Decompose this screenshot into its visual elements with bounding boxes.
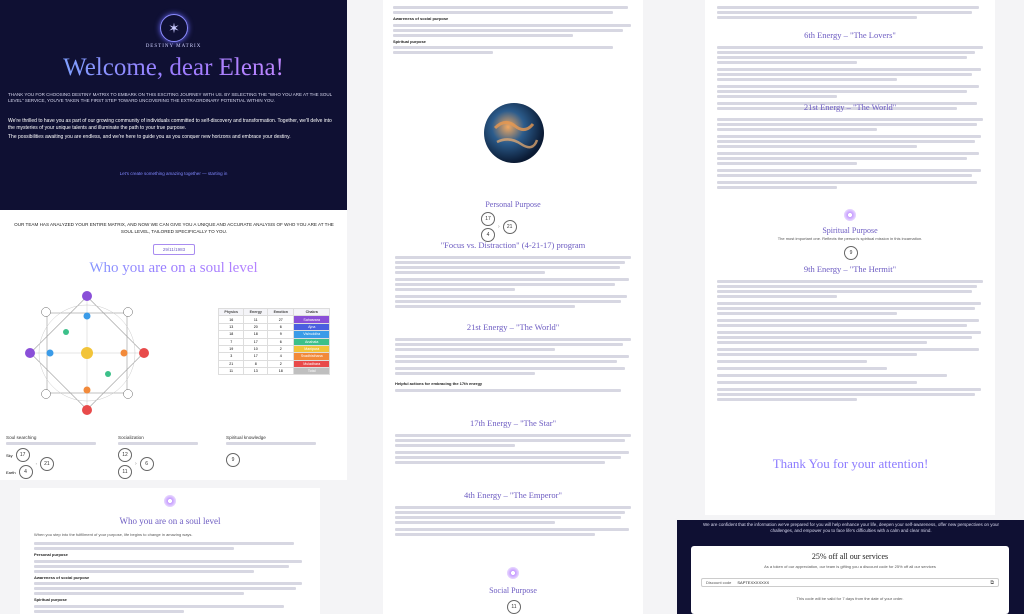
chakra-value-cell: 17 bbox=[244, 353, 268, 360]
chakra-row bbox=[219, 323, 330, 330]
discount-code-value: SAPTEXXXXXXX bbox=[737, 579, 770, 585]
chakra-row bbox=[219, 360, 330, 367]
social-purpose-value: 11 bbox=[507, 600, 521, 614]
earth-value: 4 bbox=[19, 465, 33, 479]
discount-title: 25% off all our services bbox=[811, 552, 889, 561]
copy-icon[interactable]: ⧉ bbox=[990, 579, 994, 586]
soul-searching-block: Soul searching Sky 17 Earth 4 › 21 bbox=[6, 435, 116, 479]
pp-earth: 4 bbox=[481, 228, 495, 242]
chakra-value-cell: 18 bbox=[244, 331, 268, 338]
energy-17-title: 17th Energy – "The Star" bbox=[469, 418, 557, 428]
chakra-name-cell: Sahasrara bbox=[294, 316, 330, 323]
welcome-title: Welcome, dear Elena! bbox=[0, 54, 347, 82]
chakra-value-cell: 13 bbox=[219, 323, 244, 330]
thank-you-title: Thank You for your attention! bbox=[772, 456, 929, 471]
chakra-value-cell: 19 bbox=[219, 345, 244, 352]
chakra-value-cell: 11 bbox=[244, 316, 268, 323]
chakra-value-cell: 8 bbox=[244, 360, 268, 367]
chakra-value-cell: 11 bbox=[219, 368, 244, 375]
spiritual-knowledge-label: Spiritual knowledge bbox=[226, 435, 266, 440]
welcome-intro: THANK YOU FOR CHOOSING DESTINY MATRIX TO EMBARK ON THIS EXCITING JOURNEY WITH US. BY SELECTING THE "WHO YOU ARE AT THE SOUL LEVEL" SERVICE, YOU'VE TAKEN THE FIRST STEP TOWARD UNCOVERING THE EXTRAORDINARY POTENTIAL WITHIN YOU. bbox=[8, 92, 332, 103]
sky-value: 17 bbox=[16, 448, 30, 462]
chakra-value-cell: 3 bbox=[219, 353, 244, 360]
soul-level-card bbox=[0, 480, 347, 614]
discount-code-field[interactable] bbox=[701, 578, 999, 587]
spiritual-purpose-note: The most important one. Reflects the person's spiritual mission in this incarnation. bbox=[777, 236, 923, 241]
chakra-header-energy: Energy bbox=[244, 309, 268, 316]
socialization-male: 12 bbox=[118, 448, 132, 462]
chakra-name-cell: Vishuddha bbox=[294, 331, 330, 338]
spiritual-knowledge-result: 9 bbox=[226, 453, 240, 467]
chakra-value-cell: 18 bbox=[219, 331, 244, 338]
chakra-value-cell: 13 bbox=[244, 368, 268, 375]
socialization-block: Socialization 12 11 › 6 bbox=[118, 435, 218, 479]
discount-subtitle: As a token of our appreciation, our team is gifting you a discount code for 25% off all our services bbox=[764, 564, 936, 569]
chakra-value-cell: 20 bbox=[244, 323, 268, 330]
sky-label: Sky bbox=[6, 452, 13, 458]
personal-purpose-values: 17 4 › 21 bbox=[481, 212, 517, 242]
soul-level-title: Who you are on a soul level bbox=[0, 260, 347, 277]
welcome-paragraph-2: The possibilities awaiting you are endless, and we're here to guide you as you conquer new horizons and embrace your destiny. bbox=[8, 134, 291, 140]
top-spiritual-label: Spiritual purpose bbox=[393, 38, 426, 44]
chakra-row bbox=[219, 353, 330, 360]
soul-searching-result: 21 bbox=[40, 457, 54, 471]
destiny-matrix-diagram bbox=[22, 288, 152, 418]
welcome-tagline: Let's create something amazing together — starting in bbox=[119, 171, 228, 176]
chakra-value-cell: 18 bbox=[268, 368, 294, 375]
energy-6-title: 6th Energy – "The Lovers" bbox=[804, 30, 896, 40]
chakra-value-cell: 4 bbox=[268, 353, 294, 360]
chakra-value-cell: 17 bbox=[244, 338, 268, 345]
chakra-name-cell: Anahata bbox=[294, 338, 330, 345]
awareness-label: Awareness of social purpose bbox=[34, 574, 90, 580]
chakra-row bbox=[219, 316, 330, 323]
chakra-name-cell: Total bbox=[294, 368, 330, 375]
welcome-body bbox=[8, 118, 338, 141]
spiritual-knowledge-block bbox=[226, 435, 336, 467]
spiritual-purpose-label: Spiritual purpose bbox=[34, 597, 67, 602]
chakra-value-cell: 21 bbox=[219, 360, 244, 367]
chakra-value-cell: 6 bbox=[268, 338, 294, 345]
flower-icon bbox=[506, 566, 520, 580]
earth-globe-image bbox=[481, 98, 547, 168]
thank-you-header bbox=[677, 520, 1024, 614]
chakra-name-cell: Svadhisthana bbox=[294, 353, 330, 360]
analysis-heading: OUR TEAM HAS ANALYZED YOUR ENTIRE MATRIX, AND NOW WE CAN GIVE YOU A UNIQUE AND ACCURATE ANALYSIS OF WHO YOU ARE AT THE SOUL LEVEL, TAILORED SPECIFICALLY TO YOU. bbox=[14, 222, 334, 234]
program-title: "Focus vs. Distraction" (4-21-17) program bbox=[440, 240, 586, 250]
energy-9-title: 9th Energy – "The Hermit" bbox=[803, 264, 897, 274]
chakra-value-cell: 6 bbox=[268, 323, 294, 330]
chakra-value-cell: 2 bbox=[268, 345, 294, 352]
soul-card-intro: When you step into the fulfillment of your purpose, life begins to change in amazing ways. bbox=[34, 532, 193, 537]
birth-date-badge: 29/11/1983 bbox=[153, 244, 195, 255]
chakra-value-cell: 2 bbox=[268, 360, 294, 367]
chakra-name-cell: Muladhara bbox=[294, 360, 330, 367]
soul-searching-label: Soul searching bbox=[6, 435, 37, 440]
top-awareness-label: Awareness of social purpose bbox=[393, 16, 449, 21]
middle-column bbox=[347, 0, 677, 614]
chakra-header-emotion: Emotion bbox=[268, 309, 294, 316]
welcome-panel bbox=[0, 0, 347, 210]
socialization-label: Socialization bbox=[118, 435, 144, 440]
pp-result: 21 bbox=[503, 220, 517, 234]
guidance-label: Helpful actions for embracing the 17th energy bbox=[395, 381, 483, 386]
thank-you-text: We are confident that the information we've prepared for you will help enhance your life, deepen your self-awareness, offer new perspectives on your challenges, and empower you to face life's difficulties with a calm and clear mind. bbox=[702, 522, 1000, 533]
discount-code-label: Discount code bbox=[706, 579, 732, 585]
chakra-value-cell: 9 bbox=[268, 331, 294, 338]
personal-purpose-title: Personal Purpose bbox=[485, 200, 541, 209]
spiritual-purpose-value: 9 bbox=[844, 246, 858, 260]
personal-purpose-label: Personal purpose bbox=[34, 552, 68, 557]
right-column bbox=[677, 0, 1024, 520]
chakra-name-cell: Manipura bbox=[294, 345, 330, 352]
chakra-row bbox=[219, 345, 330, 352]
energy-4-title: 4th Energy – "The Emperor" bbox=[464, 490, 562, 500]
flower-icon bbox=[163, 494, 177, 508]
spiritual-purpose-title: Spiritual Purpose bbox=[822, 226, 878, 235]
chakra-table bbox=[218, 308, 330, 375]
chakra-row bbox=[219, 368, 330, 375]
chakra-value-cell: 7 bbox=[219, 338, 244, 345]
socialization-result: 6 bbox=[140, 457, 154, 471]
brand-name: DESTINY MATRIX bbox=[145, 44, 202, 49]
earth-label: Earth bbox=[6, 469, 16, 475]
energy-21-title: 21st Energy – "The World" bbox=[466, 322, 560, 332]
energy-21-right-title: 21st Energy – "The World" bbox=[803, 102, 897, 112]
discount-validity: This code will be valid for 7 days from the date of your order. bbox=[796, 596, 904, 601]
chakra-header-chakra: Chakra bbox=[294, 309, 330, 316]
discount-card bbox=[691, 546, 1009, 614]
social-purpose-title: Social Purpose bbox=[489, 586, 537, 595]
chakra-row bbox=[219, 331, 330, 338]
flower-icon bbox=[843, 208, 857, 222]
chakra-value-cell: 16 bbox=[219, 316, 244, 323]
brand-logo bbox=[160, 14, 188, 42]
pp-sky: 17 bbox=[481, 212, 495, 226]
star-icon: ✶ bbox=[168, 19, 180, 36]
chakra-row bbox=[219, 338, 330, 345]
analysis-section bbox=[0, 210, 347, 480]
chakra-value-cell: 27 bbox=[268, 316, 294, 323]
chakra-header-physics: Physics bbox=[219, 309, 244, 316]
soul-card-title: Who you are on a soul level bbox=[119, 516, 221, 526]
socialization-female: 11 bbox=[118, 465, 132, 479]
welcome-paragraph-1: We're thrilled to have you as part of our growing community of individuals committed to self-discovery and transformation. Together, we'll delve into the mysteries of your unique talents and illuminate the path to your true purpose. bbox=[8, 118, 332, 131]
chakra-value-cell: 10 bbox=[244, 345, 268, 352]
chakra-name-cell: Ajna bbox=[294, 323, 330, 330]
